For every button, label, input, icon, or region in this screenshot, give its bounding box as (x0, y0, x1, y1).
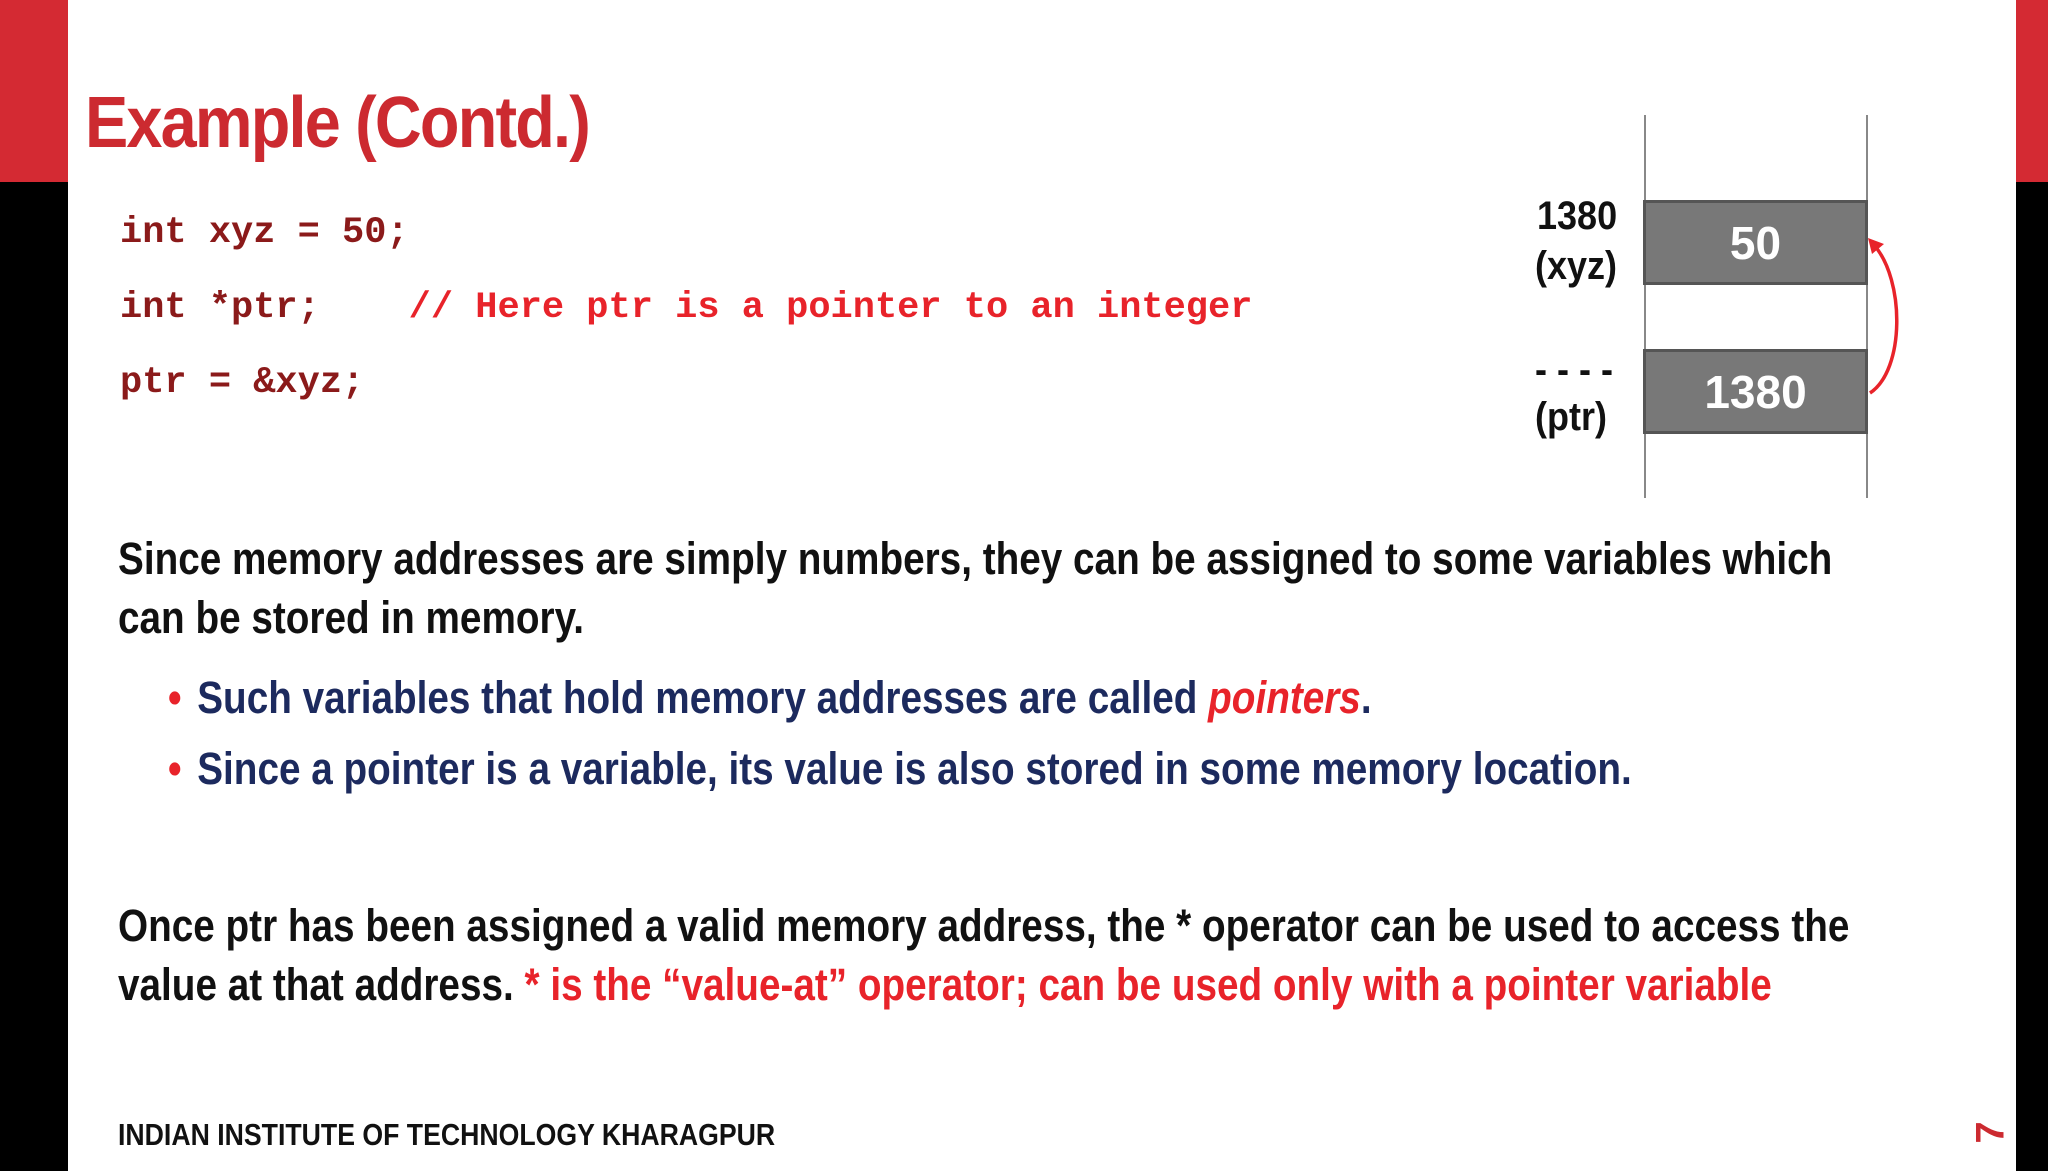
pointers-term: pointers (1208, 672, 1361, 723)
bullet-2-text: Since a pointer is a variable, its value is also stored in some memory location. (197, 743, 1632, 794)
paragraph-1-line-1: Since memory addresses are simply numbers, they can be assigned to some variables which (118, 533, 1833, 584)
bullet-1-text: Such variables that hold memory addresses are called (197, 672, 1209, 723)
paragraph-1-line-2: can be stored in memory. (118, 592, 584, 643)
xyz-address-label: 1380 (1537, 194, 1618, 238)
ptr-address-label: - - - - (1535, 348, 1613, 392)
bullet-item-pointers (168, 672, 1372, 724)
paragraph-value-at-operator (118, 896, 1849, 1014)
bullet-dot: • (168, 743, 182, 794)
ptr-name-label: (ptr) (1535, 395, 1607, 439)
paragraph-2-line-2 (118, 955, 1849, 1014)
code-line-2 (120, 287, 1252, 329)
xyz-value: 50 (1729, 216, 1782, 269)
left-accent-bar (0, 0, 68, 182)
xyz-memory-cell (1643, 200, 1868, 285)
code-line-3: ptr = &xyz; (120, 362, 365, 404)
pointer-arrow (1860, 230, 1920, 400)
bullet-dot: • (168, 672, 182, 723)
ptr-memory-cell (1643, 349, 1868, 434)
bullet-1-end: . (1360, 672, 1372, 723)
institute-footer: INDIAN INSTITUTE OF TECHNOLOGY KHARAGPUR (118, 1117, 776, 1152)
paragraph-memory-addresses (118, 529, 1832, 647)
value-at-note: * is the “value-at” operator; can be used only with a pointer variable (524, 959, 1772, 1010)
right-accent-bar (2016, 0, 2048, 182)
ptr-value: 1380 (1704, 365, 1807, 418)
slide-title: Example (Contd.) (85, 83, 590, 163)
memory-left-line (1644, 115, 1646, 498)
xyz-name-label: (xyz) (1535, 244, 1618, 288)
code-line-2-statement: int *ptr; (120, 287, 320, 329)
page-number: 7 (1968, 1121, 2013, 1144)
paragraph-2-line-1: Once ptr has been assigned a valid memory address, the * operator can be used to access the (118, 900, 1850, 951)
code-line-1: int xyz = 50; (120, 212, 409, 254)
code-comment: // Here ptr is a pointer to an integer (408, 287, 1253, 329)
bullet-item-pointer-storage (168, 743, 1632, 795)
paragraph-2-line-2-black: value at that address. (118, 959, 525, 1010)
